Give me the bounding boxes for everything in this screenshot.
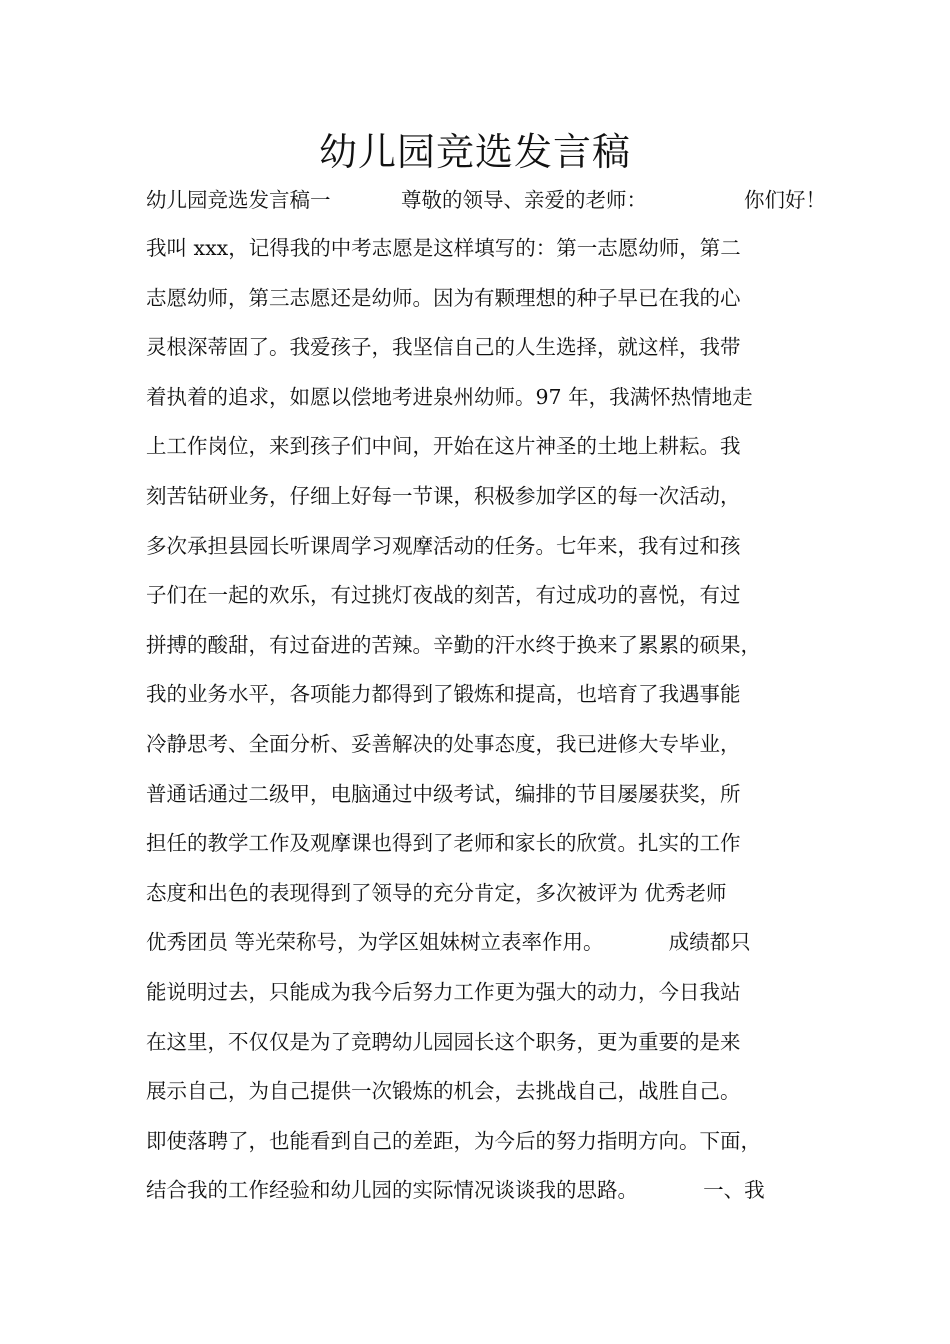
- text-line: 志愿幼师，第三志愿还是幼师。因为有颗理想的种子早已在我的心: [146, 285, 741, 310]
- text-line: 子们在一起的欢乐，有过挑灯夜战的刻苦，有过成功的喜悦，有过: [146, 583, 741, 608]
- text-line: 在这里，不仅仅是为了竞聘幼儿园园长这个职务，更为重要的是来: [146, 1029, 741, 1054]
- text-line: 上工作岗位，来到孩子们中间，开始在这片神圣的土地上耕耘。我: [146, 434, 741, 459]
- text-line: 展示自己，为自己提供一次锻炼的机会，去挑战自己，战胜自己。: [146, 1079, 741, 1104]
- text-line: 拼搏的酸甜，有过奋进的苦辣。辛勤的汗水终于换来了累累的硕果，: [146, 632, 761, 657]
- text-line: 结合我的工作经验和幼儿园的实际情况谈谈我的思路。 一、我: [146, 1178, 765, 1203]
- text-line: 多次承担县园长听课周学习观摩活动的任务。七年来，我有过和孩: [146, 533, 741, 558]
- paragraph-lines: [146, 224, 826, 1216]
- text-line: 冷静思考、全面分析、妥善解决的处事态度，我已进修大专毕业，: [146, 731, 741, 756]
- text-line: 灵根深蒂固了。我爱孩子，我坚信自己的人生选择，就这样，我带: [146, 335, 741, 360]
- text-line: 着执着的追求，如愿以偿地考进泉州幼师。97 年，我满怀热情地走: [146, 384, 753, 409]
- text-line: 我叫 xxx，记得我的中考志愿是这样填写的：第一志愿幼师，第二: [146, 236, 741, 260]
- text-line: 我的业务水平，各项能力都得到了锻炼和提高，也培育了我遇事能: [146, 682, 741, 707]
- header-part-1: 幼儿园竞选发言稿一: [146, 188, 331, 212]
- header-part-3: 你们好！: [744, 188, 826, 212]
- document-title: 幼儿园竞选发言稿: [318, 130, 631, 174]
- header-part-2: 尊敬的领导、亲爱的老师：: [401, 188, 647, 212]
- header-line: [146, 178, 826, 224]
- text-line: 刻苦钻研业务，仔细上好每一节课，积极参加学区的每一次活动，: [146, 483, 741, 508]
- text-line: 态度和出色的表现得到了领导的充分肯定，多次被评为 优秀老师: [146, 880, 727, 905]
- document-body: [146, 178, 826, 1216]
- text-line: 能说明过去，只能成为我今后努力工作更为强大的动力，今日我站: [146, 979, 741, 1004]
- text-line: 普通话通过二级甲，电脑通过中级考试，编排的节目屡屡获奖，所: [146, 781, 741, 806]
- text-line: 即使落聘了，也能看到自己的差距，为今后的努力指明方向。下面，: [146, 1128, 761, 1153]
- text-line: 担任的教学工作及观摩课也得到了老师和家长的欣赏。扎实的工作: [146, 831, 741, 856]
- text-line: 优秀团员 等光荣称号，为学区姐妹树立表率作用。 成绩都只: [146, 930, 751, 955]
